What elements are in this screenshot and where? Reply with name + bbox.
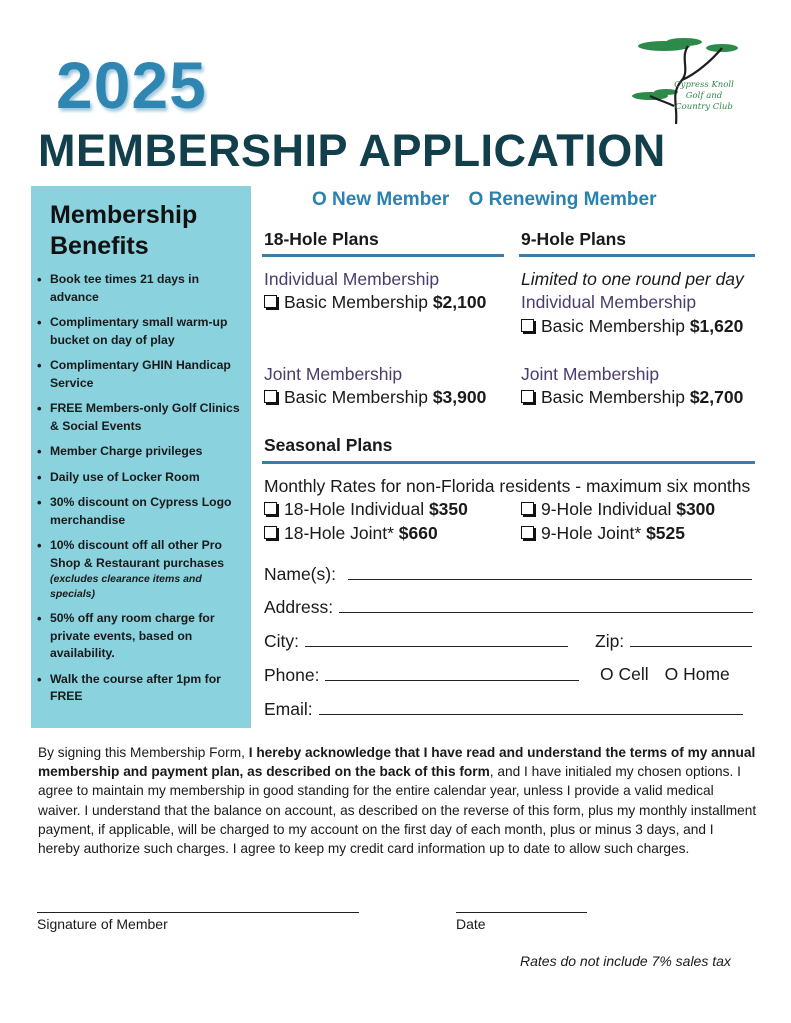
benefit-item: • 30% discount on Cypress Logo merchandise [50,494,248,529]
city-label: City: [264,631,299,651]
signature-line[interactable] [37,912,359,913]
checkbox-icon[interactable] [521,319,534,332]
label-9-joint: Joint Membership [521,364,660,384]
option-9-individual[interactable]: Basic Membership $1,620 [521,316,743,337]
tax-note: Rates do not include 7% sales tax [520,953,731,969]
heading-18-hole: 18-Hole Plans [264,229,379,249]
option-seasonal-18-individual[interactable]: 18-Hole Individual $350 [264,499,468,520]
city-input-line[interactable] [305,630,568,647]
divider-seasonal [262,461,755,464]
home-option[interactable]: O Home [664,664,730,684]
phone-field[interactable] [264,664,579,686]
checkbox-icon[interactable] [264,502,277,515]
benefit-item: • Complimentary small warm-up bucket on day of play [50,314,248,349]
email-input-line[interactable] [319,698,743,715]
checkbox-icon[interactable] [521,502,534,515]
label-9-individual: Individual Membership [521,292,697,312]
label-18-joint: Joint Membership [264,364,403,384]
heading-seasonal: Seasonal Plans [264,435,393,455]
benefit-item: • Daily use of Locker Room [50,469,248,487]
seasonal-description: Monthly Rates for non-Florida residents - maximum six months [264,476,751,496]
terms-paragraph: By signing this Membership Form, I hereby acknowledge that I have read and understand the terms of my annual membership and payment plan, as described on the back of this form, and I have initialed my chosen options. I agree to maintain my membership in good standing for the entire calendar year, unless I provide a valid medical waiver. I understand that the balance on account, as described on the reverse of this form, plus my monthly installment payment, if applicable, will be charged to my account on the first day of each month, plus or minus 3 days, and I hereby authorize such charges. I agree to keep my credit card information up to date to allow such charges. [38,745,757,857]
option-seasonal-18-joint[interactable]: 18-Hole Joint* $660 [264,523,438,544]
phone-type-options [600,664,730,685]
option-seasonal-9-joint[interactable]: 9-Hole Joint* $525 [521,523,685,544]
note-9-hole: Limited to one round per day [521,269,744,289]
heading-9-hole: 9-Hole Plans [521,229,627,249]
option-seasonal-9-individual[interactable]: 9-Hole Individual $300 [521,499,715,520]
phone-label: Phone: [264,665,320,685]
address-field[interactable] [264,596,753,618]
checkbox-icon[interactable] [264,390,277,403]
name-label: Name(s): [264,564,336,584]
option-9-joint[interactable]: Basic Membership $2,700 [521,387,743,408]
zip-label: Zip: [595,631,625,651]
page-title: MEMBERSHIP APPLICATION [38,125,666,176]
benefit-item: • Book tee times 21 days in advance [50,271,248,306]
benefit-item: • Member Charge privileges [50,443,248,461]
member-type-options [312,189,656,211]
logo-text-2: Golf and [685,91,723,101]
zip-input-line[interactable] [630,630,752,647]
benefit-item: • FREE Members-only Golf Clinics & Social Events [50,400,248,435]
year-heading: 2025 [56,48,207,122]
new-member-option[interactable]: O New Member [312,189,450,210]
divider-18-hole [262,254,504,257]
date-label: Date [456,916,486,932]
checkbox-icon[interactable] [264,295,277,308]
city-field[interactable] [264,630,568,652]
benefit-note: (excludes clearance items and specials) [50,573,202,600]
cell-option[interactable]: O Cell [600,664,649,684]
zip-field[interactable] [595,630,752,652]
benefits-panel [31,186,251,728]
option-18-joint[interactable]: Basic Membership $3,900 [264,387,486,408]
logo-text-1: Cypress Knoll [674,80,734,90]
club-logo [626,34,746,126]
benefit-item: • Complimentary GHIN Handicap Service [50,357,248,392]
name-input-line[interactable] [348,563,752,580]
renewing-member-option[interactable]: O Renewing Member [468,189,657,210]
benefit-item: • Walk the course after 1pm for FREE [50,671,248,706]
email-label: Email: [264,699,313,719]
option-18-individual[interactable]: Basic Membership $2,100 [264,292,486,313]
checkbox-icon[interactable] [264,526,277,539]
benefit-item: • 50% off any room charge for private events, based on availability. [50,610,248,663]
checkbox-icon[interactable] [521,390,534,403]
benefits-title: Membership Benefits [50,201,198,260]
divider-9-hole [519,254,755,257]
address-label: Address: [264,597,334,617]
date-line[interactable] [456,912,587,913]
label-18-individual: Individual Membership [264,269,440,289]
benefit-item: • 10% discount off all other Pro Shop & Restaurant purchases (excludes clearance items and specials) [50,537,248,602]
name-field[interactable] [264,563,752,585]
phone-input-line[interactable] [325,664,579,681]
signature-label: Signature of Member [37,916,168,932]
logo-text-3: Country Club [675,102,733,112]
checkbox-icon[interactable] [521,526,534,539]
benefits-list [31,271,248,714]
address-input-line[interactable] [339,596,753,613]
email-field[interactable] [264,698,743,720]
